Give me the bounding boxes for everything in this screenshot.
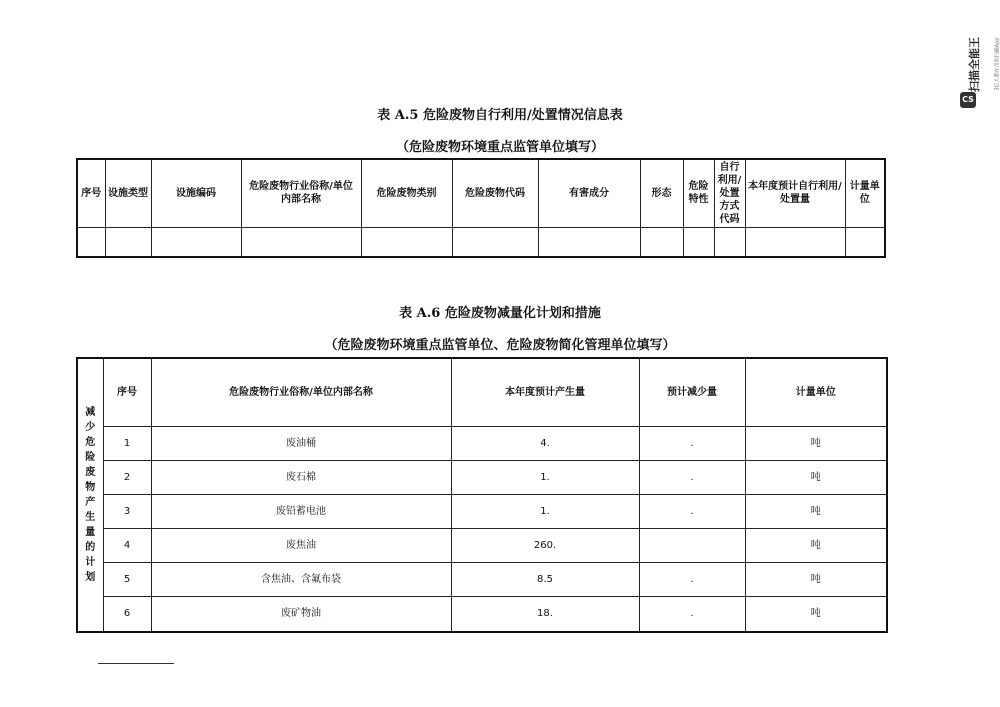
row-no: 6 — [103, 596, 151, 632]
row-name: 废油桶 — [151, 426, 451, 460]
row-no: 5 — [103, 562, 151, 596]
table-a6-title: 表 A.6 危险废物减量化计划和措施 — [399, 306, 601, 321]
header-cell: 预计减少量 — [639, 358, 745, 426]
table-a5-subtitle: （危险废物环境重点监管单位填写） — [395, 140, 604, 155]
row-amount: 18. — [451, 596, 639, 632]
row-name: 废铅蓄电池 — [151, 494, 451, 528]
row-unit: 吨 — [745, 494, 887, 528]
row-amount: 260. — [451, 528, 639, 562]
header-cell: 危险废物行业俗称/单位内部名称 — [241, 159, 361, 227]
header-cell: 危险废物行业俗称/单位内部名称 — [151, 358, 451, 426]
row-reduce: . — [639, 426, 745, 460]
header-cell: 本年度预计产生量 — [451, 358, 639, 426]
row-unit: 吨 — [745, 528, 887, 562]
row-no: 3 — [103, 494, 151, 528]
table-row — [77, 562, 887, 596]
table-a5-title: 表 A.5 危险废物自行利用/处置情况信息表 — [377, 108, 623, 123]
header-cell: 计量单位 — [845, 159, 885, 227]
row-reduce: . — [639, 494, 745, 528]
table-a5-header-row — [77, 159, 885, 227]
row-reduce: . — [639, 460, 745, 494]
row-unit: 吨 — [745, 562, 887, 596]
header-cell: 自行利用/处置方式代码 — [714, 159, 745, 227]
row-unit: 吨 — [745, 426, 887, 460]
table-a6-subtitle: （危险废物环境重点监管单位、危险废物简化管理单位填写） — [324, 338, 676, 353]
section-label-cell — [77, 358, 103, 632]
header-cell: 有害成分 — [538, 159, 640, 227]
table-row — [77, 460, 887, 494]
row-reduce — [639, 528, 745, 562]
row-amount: 8.5 — [451, 562, 639, 596]
row-name: 废矿物油 — [151, 596, 451, 632]
header-cell: 序号 — [103, 358, 151, 426]
table-row — [77, 494, 887, 528]
row-unit: 吨 — [745, 460, 887, 494]
header-cell: 形态 — [640, 159, 683, 227]
header-cell: 序号 — [77, 159, 105, 227]
row-name: 废焦油 — [151, 528, 451, 562]
row-reduce: . — [639, 596, 745, 632]
header-cell: 计量单位 — [745, 358, 887, 426]
section-label: 减少危险废物产生量的计划 — [85, 407, 96, 583]
table-a6 — [76, 357, 888, 633]
watermark-tagline: 3亿人都在用的扫描App — [994, 37, 1000, 91]
table-a6-header-row — [77, 358, 887, 426]
row-no: 2 — [103, 460, 151, 494]
row-no: 4 — [103, 528, 151, 562]
table-row — [77, 528, 887, 562]
row-name: 废石棉 — [151, 460, 451, 494]
row-unit: 吨 — [745, 596, 887, 632]
table-row — [77, 227, 885, 257]
header-cell: 设施编码 — [151, 159, 241, 227]
footnote-divider — [98, 663, 174, 664]
row-no: 1 — [103, 426, 151, 460]
row-amount: 4. — [451, 426, 639, 460]
header-cell: 危险特性 — [683, 159, 714, 227]
camscanner-logo-icon: CS — [960, 92, 976, 108]
watermark — [958, 14, 1000, 104]
header-cell: 本年度预计自行利用/处置量 — [745, 159, 845, 227]
page-cut — [74, 636, 888, 646]
row-amount: 1. — [451, 460, 639, 494]
row-amount: 1. — [451, 494, 639, 528]
row-name: 含焦油、含氟布袋 — [151, 562, 451, 596]
table-row — [77, 596, 887, 632]
row-reduce: . — [639, 562, 745, 596]
header-cell: 危险废物类别 — [361, 159, 452, 227]
table-row — [77, 426, 887, 460]
header-cell: 设施类型 — [105, 159, 151, 227]
watermark-name: 扫描全能王 — [968, 37, 981, 92]
header-cell: 危险废物代码 — [452, 159, 538, 227]
table-a5 — [76, 158, 886, 258]
